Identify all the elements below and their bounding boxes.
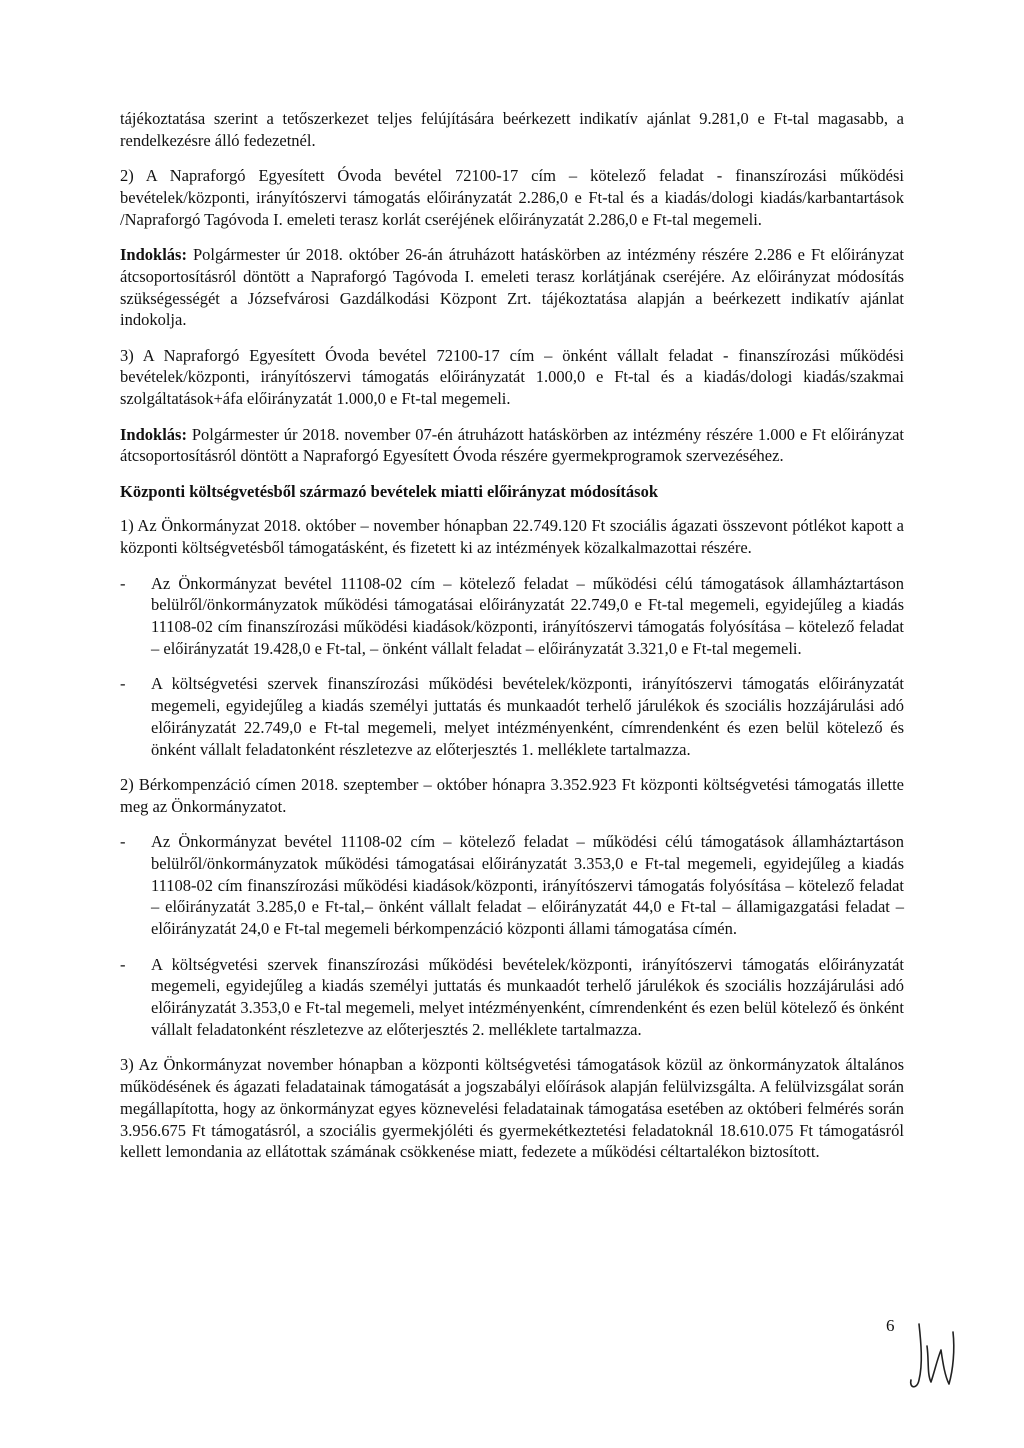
bullet-dash: - [120, 954, 126, 974]
paragraph-review: 3) Az Önkormányzat november hónapban a központi költségvetési támogatások közül az önkormányzatok általános működésének és ágazati feladatainak támogatását a jogszabályi előírások alapján felülvizsgálta. A felülvizsgálat során megállapította, hogy az önkormányzat egyes köznevelési feladatainak támogatása esetében az októberi felmérés során 3.956.675 Ft támogatásról, a szociális gyermekjóléti és gyermekétkeztetési feladatoknál 18.610.075 Ft támogatásról kellett lemondania az ellátottak számának csökkenése miatt, fedezete a működési céltartalékon biztosított. [120, 1055, 904, 1162]
justification-label: Indoklás: [120, 424, 187, 444]
bullet-dash: - [120, 674, 126, 694]
paragraph-justification-2 [120, 424, 904, 468]
bullet-item [120, 831, 904, 940]
bullet-dash: - [120, 573, 126, 593]
bullet-text: A költségvetési szervek finanszírozási működési bevételek/központi, irányítószervi támogatás előirányzatát megemeli, egyidejűleg a kiadás személyi juttatás és munkaadót terhelő járulékok és szociális hozzájárulási adó előirányzatát 22.749,0 e Ft-tal megemeli, melyet intézményenként, címrendenként és ezen belül kötelező és önként vállalt feladatonként részletezve az előterjesztés 1. melléklete tartalmazza. [151, 674, 904, 759]
paragraph-roof-offer: tájékoztatása szerint a tetőszerkezet teljes felújítására beérkezett indikatív ajánlat 9.281,0 e Ft-tal magasabb, a rendelkezésre álló fedezetnél. [120, 109, 904, 150]
bullet-dash: - [120, 832, 126, 852]
bullet-item [120, 954, 904, 1041]
justification-text: Polgármester úr 2018. október 26-án átruházott hatáskörben az intézmény részére 2.286 e Ft előirányzat átcsoportosításról döntött a Napraforgó Tagóvoda I. emeleti terasz korlátjának cseréjére. Az előirányzat módosítás szükségességét a Józsefvárosi Gazdálkodási Központ Zrt. tájékoztatása alapján a beérkezett indikatív ajánlat indokolja. [120, 244, 904, 330]
paragraph-allowance: 1) Az Önkormányzat 2018. október – november hónapban 22.749.120 Ft szociális ágazati összevont pótlékot kapott a központi költségvetésből támogatásként, és fizetett ki az intézmények közalkalmazottai részére. [120, 516, 904, 558]
bullet-text: Az Önkormányzat bevétel 11108-02 cím – kötelező feladat – működési célú támogatások államháztartáson belülről/önkormányzatok működési támogatásai előirányzatát 3.353,0 e Ft-tal megemeli, egyidejűleg a kiadás 11108-02 cím finanszírozási működési kiadások/központi, irányítószervi támogatás folyósítása – kötelező feladat – előirányzatát 3.285,0 e Ft-tal,– önként vállalt feladat – előirányzatát 44,0 e Ft-tal – államigazgatási feladat – előirányzatát 24,0 e Ft-tal megemeli bérkompenzáció központi állami támogatása címén. [151, 832, 904, 939]
justification-text: Polgármester úr 2018. november 07-én átruházott hatáskörben az intézmény részére 1.000 e Ft előirányzat átcsoportosításról döntött a Napraforgó Egyesített Óvoda részére gyermekprogramok szervezéséhez. [120, 424, 904, 466]
bullet-text: A költségvetési szervek finanszírozási működési bevételek/központi, irányítószervi támogatás előirányzatát megemeli, egyidejűleg a kiadás személyi juttatás és munkaadót terhelő járulékok és szociális hozzájárulási adó előirányzatát 3.353,0 e Ft-tal megemeli, melyet intézményenként, címrendenként és ezen belül kötelező és önként vállalt feladatonként részletezve az előterjesztés 2. melléklete tartalmazza. [151, 954, 904, 1039]
bullet-text: Az Önkormányzat bevétel 11108-02 cím – kötelező feladat – működési célú támogatások államháztartáson belülről/önkormányzatok működési támogatásai előirányzatát 22.749,0 e Ft-tal megemeli, egyidejűleg a kiadás 11108-02 cím finanszírozási működési kiadások/központi, irányítószervi támogatás folyósítása – kötelező feladat – előirányzatát 19.428,0 e Ft-tal, – önként vállalt feladat – előirányzatát 3.321,0 e Ft-tal megemeli. [151, 573, 904, 658]
justification-label: Indoklás: [120, 244, 187, 264]
bullet-item [120, 673, 904, 760]
paragraph-item-2-terrace: 2) A Napraforgó Egyesített Óvoda bevétel 72100-17 cím – kötelező feladat - finanszírozási működési bevételek/központi, irányítószervi támogatás előirányzatát 2.286,0 e Ft-tal és a kiadás/dologi kiadás/karbantartások /Napraforgó Tagóvoda I. emeleti terasz korlát cseréjének előirányzatát 2.286,0 e Ft-tal megemeli. [120, 166, 904, 229]
bullet-item [120, 573, 904, 660]
document-body [120, 108, 904, 1177]
paragraph-justification-1 [120, 244, 904, 331]
paragraph-item-3-programs: 3) A Napraforgó Egyesített Óvoda bevétel 72100-17 cím – önként vállalt feladat - finanszírozási működési bevételek/központi, irányítószervi támogatás előirányzatát 1.000,0 e Ft-tal és a kiadás/dologi kiadás/szakmai szolgáltatások+áfa előirányzatát 1.000,0 e Ft-tal megemeli. [120, 345, 904, 409]
paragraph-wage-compensation: 2) Bérkompenzáció címen 2018. szeptember – október hónapra 3.352.923 Ft központi költségvetési támogatás illette meg az Önkormányzatot. [120, 774, 904, 816]
page-number: 6 [886, 1316, 895, 1335]
handwritten-signature [905, 1320, 967, 1392]
section-heading: Központi költségvetésből származó bevételek miatti előirányzat módosítások [120, 481, 659, 501]
